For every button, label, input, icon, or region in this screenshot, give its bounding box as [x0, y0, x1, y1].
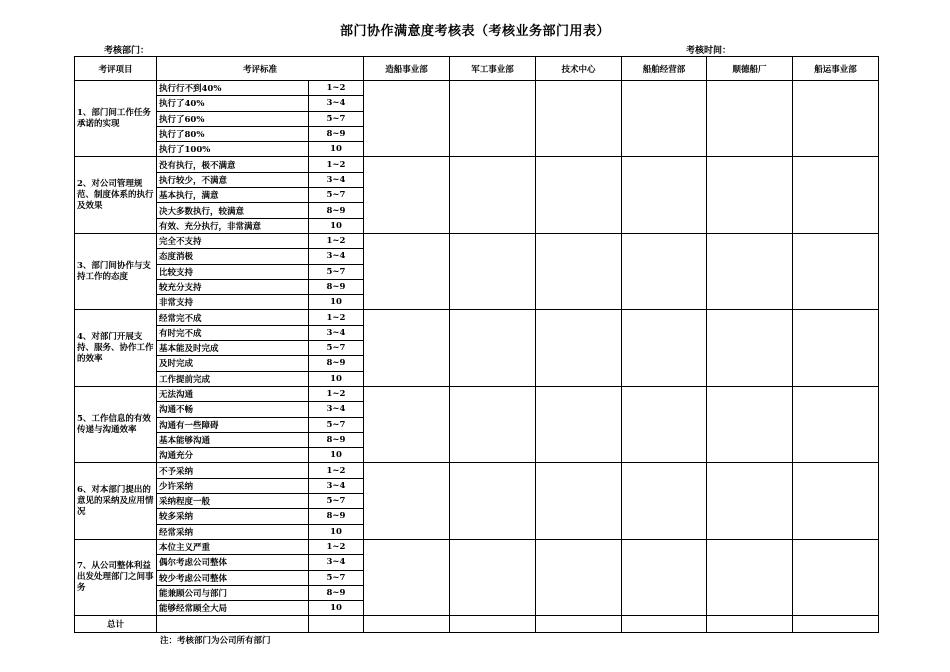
table-row [75, 81, 879, 96]
department-score-cell[interactable] [450, 386, 536, 462]
score-range-cell: 10 [309, 601, 364, 616]
assessment-item: 3、部门间协作与支持工作的态度 [75, 233, 157, 309]
header-dept-shunde-shipyard: 顺德船厂 [707, 57, 793, 81]
score-range-cell: 8~9 [309, 279, 364, 294]
criterion-cell: 执行了40% [157, 96, 309, 111]
score-range-cell: 3~4 [309, 249, 364, 264]
score-range-cell: 5~7 [309, 570, 364, 585]
criterion-cell: 经常采纳 [157, 524, 309, 539]
criterion-cell: 本位主义严重 [157, 539, 309, 554]
footnote: 注：考核部门为公司所有部门 [160, 636, 271, 646]
assessing-department-label: 考核部门： [104, 46, 150, 56]
header-dept-tech-center: 技术中心 [536, 57, 622, 81]
department-score-cell[interactable] [793, 157, 879, 233]
criterion-cell: 沟通充分 [157, 448, 309, 463]
criterion-cell: 少许采纳 [157, 478, 309, 493]
score-range-cell: 1~2 [309, 310, 364, 325]
criterion-cell: 有效、充分执行，非常满意 [157, 218, 309, 233]
criterion-cell: 无法沟通 [157, 386, 309, 401]
criterion-cell: 没有执行，极不满意 [157, 157, 309, 172]
score-range-cell: 3~4 [309, 325, 364, 340]
department-total-cell[interactable] [707, 616, 793, 633]
score-range-cell: 1~2 [309, 386, 364, 401]
department-score-cell[interactable] [707, 386, 793, 462]
table-row [75, 157, 879, 172]
score-range-cell: 1~2 [309, 539, 364, 554]
department-score-cell[interactable] [536, 386, 622, 462]
department-score-cell[interactable] [707, 463, 793, 539]
department-score-cell[interactable] [450, 233, 536, 309]
score-range-cell: 5~7 [309, 264, 364, 279]
department-score-cell[interactable] [364, 386, 450, 462]
score-range-cell: 1~2 [309, 157, 364, 172]
table-row [75, 463, 879, 478]
assessment-item: 6、对本部门提出的意见的采纳及应用情况 [75, 463, 157, 539]
score-range-cell: 10 [309, 371, 364, 386]
criterion-cell: 经常完不成 [157, 310, 309, 325]
department-score-cell[interactable] [536, 157, 622, 233]
header-criteria: 考评标准 [157, 57, 364, 81]
criterion-cell: 沟通不畅 [157, 402, 309, 417]
score-range-cell: 5~7 [309, 341, 364, 356]
header-dept-military: 军工事业部 [450, 57, 536, 81]
score-range-cell: 5~7 [309, 188, 364, 203]
department-score-cell[interactable] [622, 386, 707, 462]
department-score-cell[interactable] [793, 233, 879, 309]
score-range-cell: 3~4 [309, 555, 364, 570]
department-score-cell[interactable] [622, 81, 707, 157]
criterion-cell: 基本能够沟通 [157, 432, 309, 447]
criterion-cell: 不予采纳 [157, 463, 309, 478]
score-range-cell: 3~4 [309, 478, 364, 493]
criterion-cell: 及时完成 [157, 356, 309, 371]
criterion-cell: 态度消极 [157, 249, 309, 264]
score-range-cell: 8~9 [309, 585, 364, 600]
score-range-cell: 8~9 [309, 203, 364, 218]
criterion-cell: 较少考虑公司整体 [157, 570, 309, 585]
department-score-cell[interactable] [450, 310, 536, 386]
header-item: 考评项目 [75, 57, 157, 81]
department-score-cell[interactable] [364, 463, 450, 539]
criterion-cell: 执行了60% [157, 111, 309, 126]
score-range-cell: 10 [309, 218, 364, 233]
criterion-cell: 采纳程度一般 [157, 494, 309, 509]
department-score-cell[interactable] [536, 233, 622, 309]
department-score-cell[interactable] [364, 233, 450, 309]
department-score-cell[interactable] [364, 539, 450, 615]
criterion-cell: 能够经常顾全大局 [157, 601, 309, 616]
score-range-cell: 8~9 [309, 126, 364, 141]
department-score-cell[interactable] [622, 157, 707, 233]
score-range-cell: 1~2 [309, 463, 364, 478]
score-range-cell: 1~2 [309, 81, 364, 96]
table-body [75, 81, 879, 633]
header-dept-shipbuilding: 造船事业部 [364, 57, 450, 81]
department-score-cell[interactable] [622, 463, 707, 539]
table-row [75, 386, 879, 401]
assessment-item: 2、对公司管理规范、制度体系的执行及效果 [75, 157, 157, 233]
table-row [75, 310, 879, 325]
criterion-cell: 完全不支持 [157, 233, 309, 248]
total-label: 总计 [75, 616, 157, 633]
assessment-time-label: 考核时间： [686, 46, 732, 56]
department-score-cell[interactable] [622, 539, 707, 615]
department-score-cell[interactable] [793, 539, 879, 615]
department-score-cell[interactable] [364, 157, 450, 233]
assessment-item: 7、从公司整体利益出发处理部门之间事务 [75, 539, 157, 615]
criterion-cell: 执行行不到40% [157, 81, 309, 96]
table-row [75, 233, 879, 248]
criterion-cell: 执行较少，不满意 [157, 172, 309, 187]
page-title: 部门协作满意度考核表（考核业务部门用表） [339, 24, 610, 39]
total-row [75, 616, 879, 633]
total-criterion-cell [157, 616, 309, 633]
department-score-cell[interactable] [707, 81, 793, 157]
assessment-item: 1、部门间工作任务承诺的实现 [75, 81, 157, 157]
department-score-cell[interactable] [793, 310, 879, 386]
department-score-cell[interactable] [364, 310, 450, 386]
assessment-item: 4、对部门开展支持、服务、协作工作的效率 [75, 310, 157, 386]
criterion-cell: 基本执行，满意 [157, 188, 309, 203]
criterion-cell: 较多采纳 [157, 509, 309, 524]
department-total-cell[interactable] [364, 616, 450, 633]
department-score-cell[interactable] [793, 463, 879, 539]
score-range-cell: 3~4 [309, 96, 364, 111]
assessment-item: 5、工作信息的有效传递与沟通效率 [75, 386, 157, 462]
department-score-cell[interactable] [450, 539, 536, 615]
score-range-cell: 3~4 [309, 172, 364, 187]
criterion-cell: 沟通有一些障碍 [157, 417, 309, 432]
criterion-cell: 执行了80% [157, 126, 309, 141]
criterion-cell: 基本能及时完成 [157, 341, 309, 356]
department-total-cell[interactable] [622, 616, 707, 633]
department-score-cell[interactable] [707, 539, 793, 615]
department-total-cell[interactable] [536, 616, 622, 633]
criterion-cell: 执行了100% [157, 142, 309, 157]
score-range-cell: 10 [309, 295, 364, 310]
department-total-cell[interactable] [450, 616, 536, 633]
total-score-cell [309, 616, 364, 633]
score-range-cell: 5~7 [309, 111, 364, 126]
department-score-cell[interactable] [622, 310, 707, 386]
department-total-cell[interactable] [793, 616, 879, 633]
criterion-cell: 能兼顾公司与部门 [157, 585, 309, 600]
score-range-cell: 10 [309, 524, 364, 539]
score-range-cell: 8~9 [309, 509, 364, 524]
department-score-cell[interactable] [707, 233, 793, 309]
score-range-cell: 10 [309, 448, 364, 463]
department-score-cell[interactable] [707, 157, 793, 233]
criterion-cell: 工作提前完成 [157, 371, 309, 386]
assessment-table [74, 56, 879, 633]
score-range-cell: 10 [309, 142, 364, 157]
table-header-row [75, 57, 879, 81]
department-score-cell[interactable] [793, 81, 879, 157]
department-score-cell[interactable] [536, 539, 622, 615]
score-range-cell: 5~7 [309, 494, 364, 509]
criterion-cell: 非常支持 [157, 295, 309, 310]
score-range-cell: 5~7 [309, 417, 364, 432]
department-score-cell[interactable] [793, 386, 879, 462]
criterion-cell: 比较支持 [157, 264, 309, 279]
score-range-cell: 8~9 [309, 432, 364, 447]
department-score-cell[interactable] [364, 81, 450, 157]
criterion-cell: 决大多数执行，较满意 [157, 203, 309, 218]
department-score-cell[interactable] [536, 463, 622, 539]
department-score-cell[interactable] [450, 463, 536, 539]
score-range-cell: 3~4 [309, 402, 364, 417]
table-row [75, 539, 879, 554]
criterion-cell: 较充分支持 [157, 279, 309, 294]
department-score-cell[interactable] [536, 81, 622, 157]
department-score-cell[interactable] [536, 310, 622, 386]
criterion-cell: 有时完不成 [157, 325, 309, 340]
criterion-cell: 偶尔考虑公司整体 [157, 555, 309, 570]
score-range-cell: 1~2 [309, 233, 364, 248]
header-dept-ship-operations: 船舶经营部 [622, 57, 707, 81]
header-dept-shipping: 船运事业部 [793, 57, 879, 81]
score-range-cell: 8~9 [309, 356, 364, 371]
department-score-cell[interactable] [450, 81, 536, 157]
department-score-cell[interactable] [622, 233, 707, 309]
department-score-cell[interactable] [450, 157, 536, 233]
department-score-cell[interactable] [707, 310, 793, 386]
